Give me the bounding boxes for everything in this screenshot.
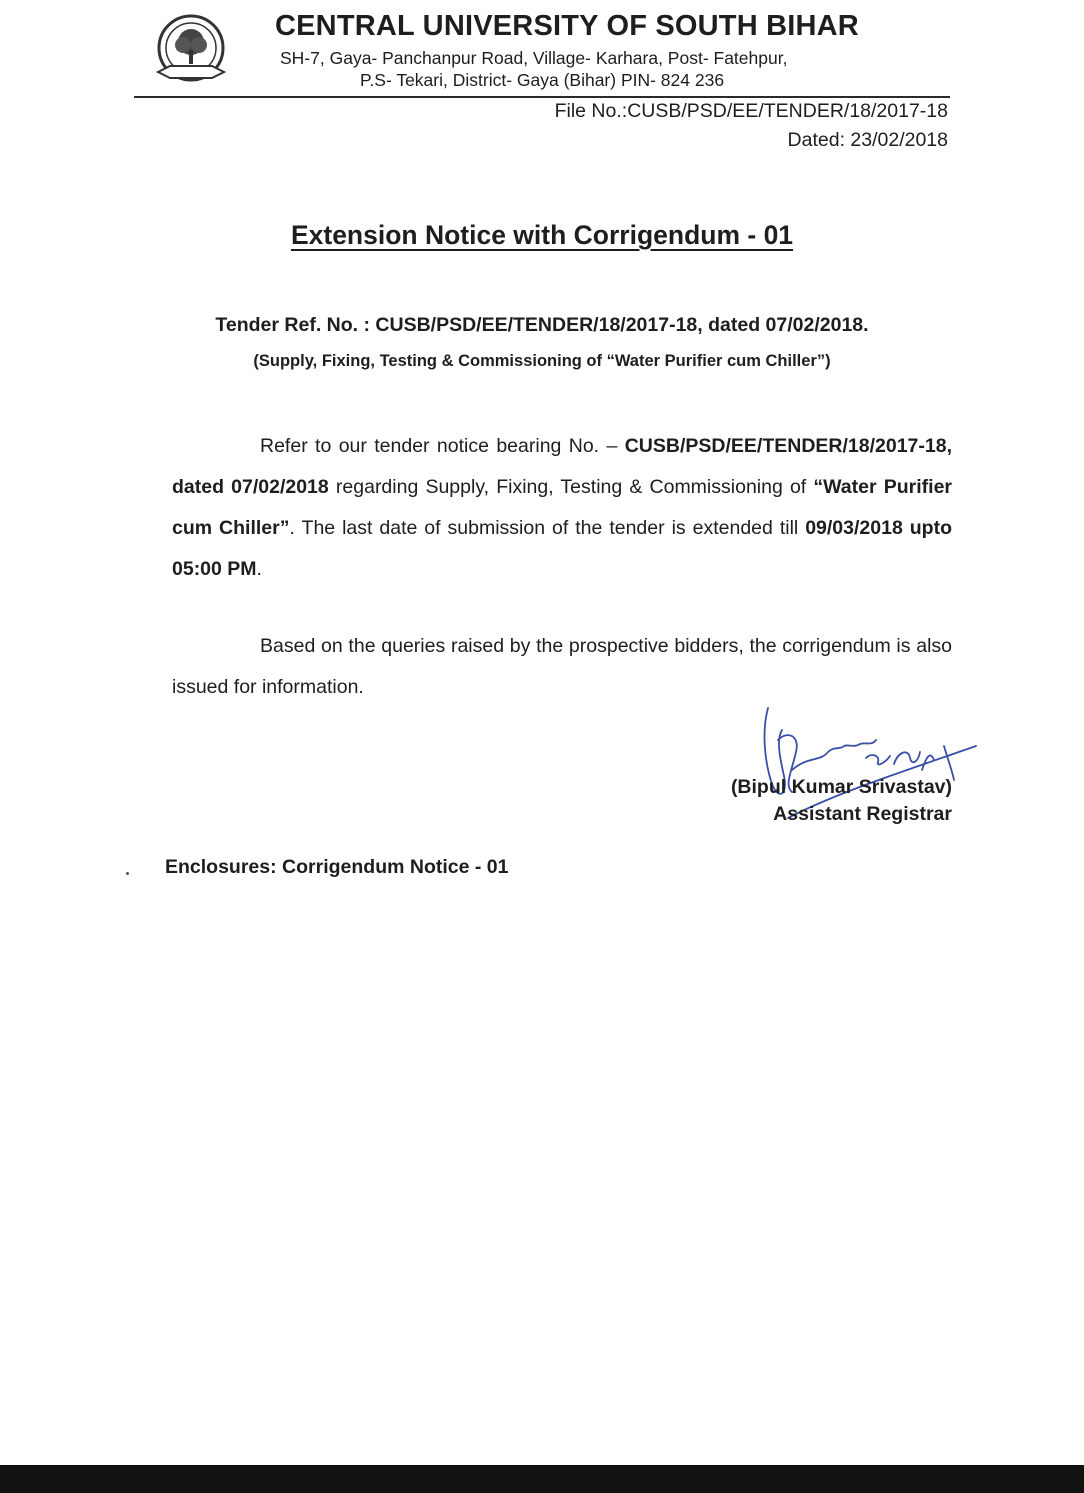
paragraph-extension <box>172 426 952 590</box>
scanner-edge-bar <box>0 1465 1084 1493</box>
university-name: CENTRAL UNIVERSITY OF SOUTH BIHAR <box>275 10 859 42</box>
p1-text-g: . <box>256 558 262 580</box>
letterhead-divider <box>134 96 950 98</box>
address-line-1: SH-7, Gaya- Panchanpur Road, Village- Karhara, Post- Fatehpur, <box>280 48 788 68</box>
address-line-2: P.S- Tekari, District- Gaya (Bihar) PIN- 824 236 <box>360 70 725 90</box>
p1-item-name: “Water Purifier cum Chiller” <box>172 476 952 539</box>
paragraph-corrigendum: Based on the queries raised by the prospective bidders, the corrigendum is also issued for information. <box>172 635 952 698</box>
p1-deadline: 09/03/2018 upto 05:00 PM <box>172 517 952 580</box>
notice-title-row <box>0 220 1084 251</box>
file-number: File No.:CUSB/PSD/EE/TENDER/18/2017-18 <box>554 100 948 122</box>
university-seal-icon <box>150 14 232 86</box>
enclosures-line: Enclosures: Corrigendum Notice - 01 <box>165 856 509 878</box>
notice-title: Extension Notice with Corrigendum - 01 <box>290 220 794 250</box>
tender-subject: (Supply, Fixing, Testing & Commissioning of “Water Purifier cum Chiller”) <box>253 352 831 370</box>
signatory-name: (Bipul Kumar Srivastav) <box>730 776 952 798</box>
signature-scribble <box>748 700 988 820</box>
p1-text-e: . The last date of submission of the tender is extended till <box>289 517 806 539</box>
document-date: Dated: 23/02/2018 <box>787 129 948 151</box>
scan-mark <box>126 872 129 875</box>
p1-text-c: regarding Supply, Fixing, Testing & Commissioning of <box>328 476 814 498</box>
p1-tender-number: CUSB/PSD/EE/TENDER/18/2017-18, dated 07/02/2018 <box>172 435 952 498</box>
p1-text-a: Refer to our tender notice bearing No. – <box>260 435 625 457</box>
tender-reference: Tender Ref. No. : CUSB/PSD/EE/TENDER/18/2017-18, dated 07/02/2018. <box>215 314 869 336</box>
signatory-designation: Assistant Registrar <box>773 803 952 825</box>
